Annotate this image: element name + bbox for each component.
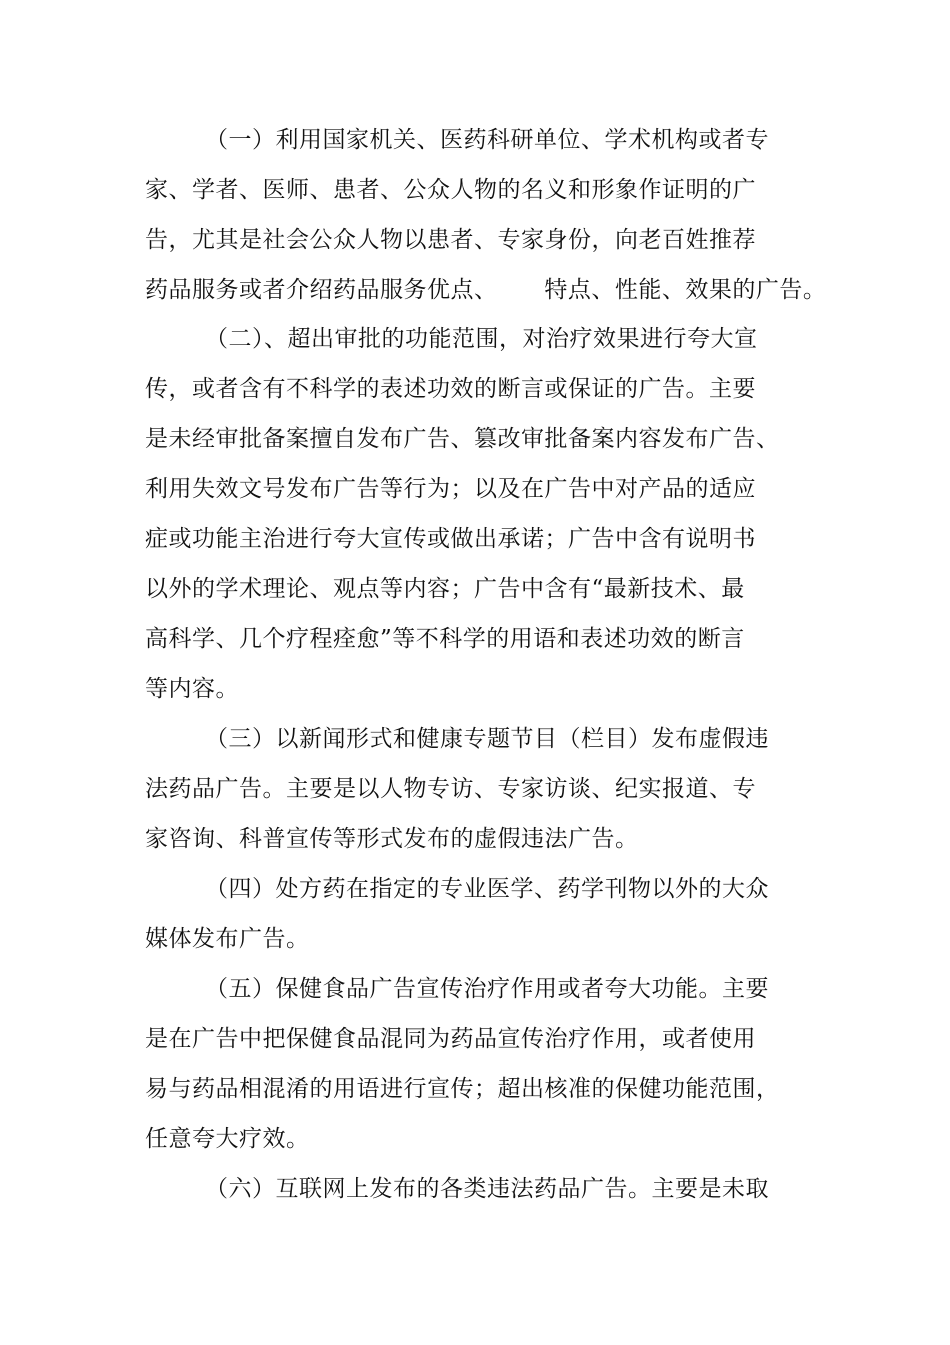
paragraph-3-line-2: 法药品广告。主要是以人物专访、专家访谈、纪实报道、专 <box>145 776 756 802</box>
paragraph-2-line-6: 以外的学术理论、观点等内容；广告中含有“最新技术、最 <box>145 576 745 602</box>
paragraph-6-line-1: （六）互联网上发布的各类违法药品广告。主要是未取 <box>205 1176 769 1202</box>
paragraph-1-line-3: 告，尤其是社会公众人物以患者、专家身份，向老百姓推荐 <box>145 227 756 253</box>
paragraph-5-line-3: 易与药品相混淆的用语进行宣传；超出核准的保健功能范围， <box>145 1076 780 1102</box>
paragraph-2-line-1: （二）、超出审批的功能范围，对治疗效果进行夸大宣 <box>205 326 758 352</box>
paragraph-1-line-2: 家、学者、医师、患者、公众人物的名义和形象作证明的广 <box>145 177 756 203</box>
paragraph-4-line-1: （四）处方药在指定的专业医学、药学刊物以外的大众 <box>205 876 769 902</box>
paragraph-3-line-1: （三）以新闻形式和健康专题节目（栏目）发布虚假违 <box>205 726 769 752</box>
paragraph-4-line-2: 媒体发布广告。 <box>145 926 310 952</box>
paragraph-5-line-2: 是在广告中把保健食品混同为药品宣传治疗作用，或者使用 <box>145 1026 756 1052</box>
paragraph-2-line-4: 利用失效文号发布广告等行为；以及在广告中对产品的适应 <box>145 476 756 502</box>
paragraph-1-line-1: （一）利用国家机关、医药科研单位、学术机构或者专 <box>205 127 769 153</box>
paragraph-5-line-4: 任意夸大疗效。 <box>145 1126 310 1152</box>
paragraph-3-line-3: 家咨询、科普宣传等形式发布的虚假违法广告。 <box>145 826 639 852</box>
paragraph-2-line-3: 是未经审批备案擅自发布广告、篡改审批备案内容发布广告、 <box>145 426 780 452</box>
paragraph-2-line-8: 等内容。 <box>145 676 239 702</box>
paragraph-5-line-1: （五）保健食品广告宣传治疗作用或者夸大功能。主要 <box>205 976 769 1002</box>
paragraph-2-line-7: 高科学、几个疗程痊愈”等不科学的用语和表述功效的断言 <box>145 626 745 652</box>
paragraph-1-line-4: 药品服务或者介绍药品服务优点、 特点、性能、效果的广告。 <box>145 277 827 303</box>
paragraph-2-line-5: 症或功能主治进行夸大宣传或做出承诺；广告中含有说明书 <box>145 526 756 552</box>
paragraph-2-line-2: 传，或者含有不科学的表述功效的断言或保证的广告。主要 <box>145 376 756 402</box>
